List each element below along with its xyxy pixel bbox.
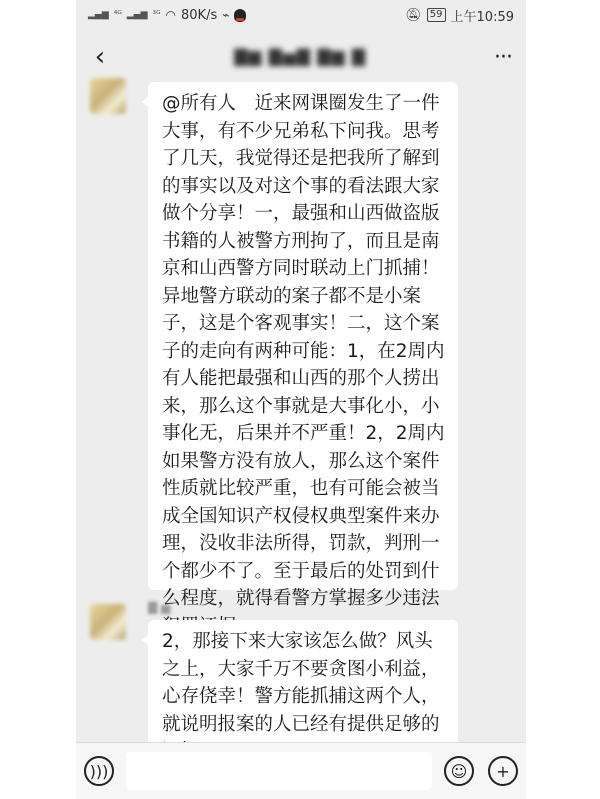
network-label-2: ³ᴳ: [152, 10, 161, 20]
app-icon: ⌁: [222, 8, 230, 22]
net-speed: 80K/s: [181, 7, 218, 23]
plus-icon: +: [496, 761, 510, 781]
voice-button[interactable]: [84, 756, 114, 786]
signal-icon: ▂▄▆: [88, 10, 109, 20]
input-bar: [76, 742, 526, 799]
qq-icon: [234, 9, 246, 22]
message-input[interactable]: [126, 752, 432, 790]
message-bubble: 2，那接下来大家该怎么做？风头之上，大家千万不要贪图小利益，心存侥幸！警方能抓捕这两个人，就说明报案的人已经有提供足够的: [148, 620, 458, 780]
chat-screen: [76, 0, 526, 799]
battery-indicator: 59: [427, 8, 446, 22]
clock: 上午10:59: [450, 9, 514, 25]
sender-name: ▇ ▅: [148, 600, 171, 614]
input-actions: [444, 756, 518, 786]
plus-button[interactable]: [488, 756, 518, 786]
signal-icon-2: ▂▄▆: [126, 10, 148, 20]
more-button[interactable]: ···: [494, 44, 512, 70]
chat-header: [76, 30, 526, 84]
avatar[interactable]: [90, 78, 126, 114]
emoji-button[interactable]: [444, 756, 474, 786]
network-label-1: ⁴ᴳ: [113, 10, 122, 20]
status-bar: [76, 0, 526, 30]
message-bubble: @所有人 近来网课圈发生了一件大事，有不少兄弟私下问我。思考了几天，我觉得还是把我所了解到的事实以及对这个事的看法跟大家做个分享！一，最强和山西做盗版书籍的人被警方刑拘了，而且是南京和山西警方同时联动上门抓捕！异地警方联动的案子都不是小案子，这是个客观事实！二，这个案子的走向有两种可能：1，在2周内有人能把最强和山西的那个人捞出来，那么这个事就是大事化小，小事化无，后果并不严重！2，2周内如果警方没有放人，那么这个案件性质就比较严重，也有可能会被当成全国知识产权侵权典型案件来办理，没收非法所得，罚款，判刑一个都少不了。至于最后的处罚到什么程度，就得看警方掌握多少违法: [148, 82, 458, 590]
avatar[interactable]: [90, 604, 126, 640]
mute-icon: 🔕︎: [405, 7, 422, 23]
chevron-left-icon: ‹: [94, 42, 106, 72]
back-button[interactable]: [80, 37, 120, 77]
status-left: [88, 8, 246, 23]
status-right: [405, 6, 514, 25]
wifi-icon: ◠: [165, 8, 177, 22]
chat-title: ▇▆ ▇▅▇ ▇▆ ▇: [234, 47, 366, 67]
emoji-icon: ☺: [450, 761, 468, 781]
voice-icon: ))): [89, 761, 109, 781]
